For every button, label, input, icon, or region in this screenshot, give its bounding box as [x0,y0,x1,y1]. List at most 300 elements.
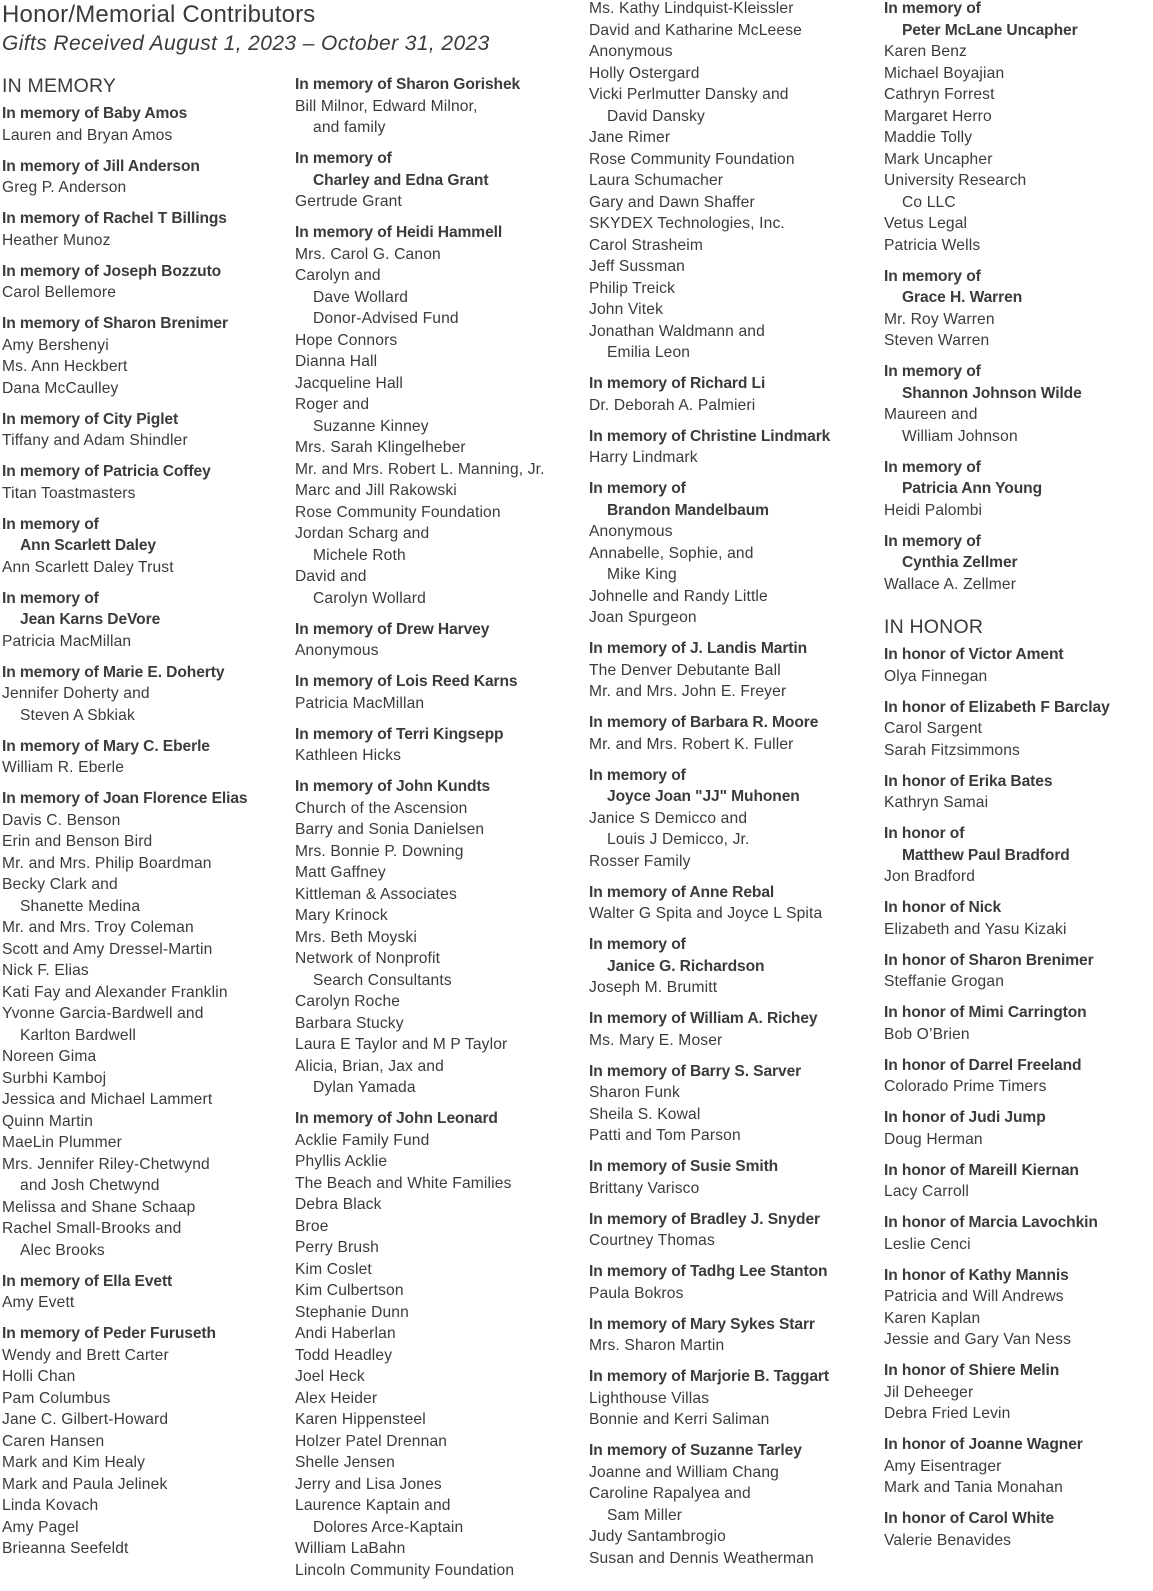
donor-name: Bill Milnor, Edward Milnor, [295,97,478,115]
donor-name: Jerry and Lisa Jones [295,1475,442,1493]
donor-name: Nick F. Elias [2,962,89,979]
memorial-group [589,712,874,755]
memorial-group [2,208,287,251]
honor-group [884,1055,1153,1098]
honor-heading: In honor of Nick [884,899,1002,916]
memorial-heading: In memory of [295,150,392,167]
donor-name: Mr. and Mrs. Robert K. Fuller [589,735,794,753]
memorial-group [589,1156,874,1199]
donor-name: Gertrude Grant [295,193,402,210]
donor-name: Titan Toastmasters [2,484,136,502]
memorial-heading: Patricia Ann Young [902,480,1043,497]
donor-name: Mrs. Carol G. Canon [295,245,441,263]
donor-name: Jane Rimer [589,129,671,146]
memorial-groups [2,103,287,1560]
donor-name: Debra Fried Levin [884,1405,1011,1422]
donor-name: Debra Black [295,1196,382,1213]
donor-name: Ms. Mary E. Moser [589,1031,723,1049]
donor-name: Anonymous [589,43,673,60]
memorial-heading: In memory of Mary Sykes Starr [589,1315,815,1333]
memorial-group [2,788,287,1261]
memorial-heading: In memory of City Piglet [2,410,179,428]
memorial-heading: Ann Scarlett Daley [20,537,156,554]
donor-name: Carolyn Wollard [313,589,426,607]
donor-name: Mr. and Mrs. Robert L. Manning, Jr. [295,460,545,478]
honor-heading: In honor of Mimi Carrington [884,1004,1087,1021]
memorial-heading: In memory of Marjorie B. Taggart [589,1368,829,1385]
honor-group [884,697,1153,762]
donor-name: Jon Bradford [884,868,976,885]
donor-name: Michael Boyajian [884,64,1005,82]
memorial-heading: In memory of Sharon Brenimer [2,315,228,332]
donor-name: Dana McCaulley [2,379,119,397]
donor-name: Olya Finnegan [884,667,988,685]
donor-name: Amy Evett [2,1294,75,1311]
donor-name: Dr. Deborah A. Palmieri [589,396,756,414]
donor-name: and family [313,119,386,136]
donor-name: Susan and Dennis Weatherman [589,1549,814,1567]
donor-name: Laurence Kaptain and [295,1497,451,1514]
donor-name: Johnelle and Randy Little [589,587,768,605]
honor-heading: In honor of Darrel Freeland [884,1056,1082,1074]
donor-name: Search Consultants [313,971,452,989]
honor-heading: In honor of Elizabeth F Barclay [884,698,1110,716]
donor-name: Network of Nonprofit [295,950,441,967]
donor-name: Joseph M. Brumitt [589,979,718,996]
column-1 [2,74,287,1569]
donor-name: William R. Eberle [2,759,125,776]
memorial-group [295,222,580,609]
donor-name: Harry Lindmark [589,449,698,466]
donor-name: Linda Kovach [2,1497,99,1514]
honor-group [884,1107,1153,1150]
donor-name: Heather Munoz [2,231,111,249]
donor-name: Michele Roth [313,546,406,564]
donor-name: Mr. and Mrs. Philip Boardman [2,854,212,872]
donor-name: Maddie Tolly [884,129,973,146]
memorial-group [589,882,874,925]
memorial-group [884,0,1153,256]
donor-name: Mrs. Sharon Martin [589,1337,725,1354]
donor-name: William LaBahn [295,1540,406,1557]
donor-name: Surbhi Kamboj [2,1069,107,1087]
donor-name: The Denver Debutante Ball [589,661,781,679]
donor-name: Steven Warren [884,332,990,349]
donor-name: Doug Herman [884,1130,983,1148]
donor-name: Karen Kaplan [884,1309,981,1327]
honor-heading: In honor of Joanne Wagner [884,1436,1083,1453]
donor-name: Hope Connors [295,331,398,349]
donor-name: Dolores Arce-Kaptain [313,1518,464,1536]
memorial-heading: In memory of Jill Anderson [2,157,200,175]
donor-name: Karen Benz [884,43,967,60]
donor-name: Patricia MacMillan [2,632,132,650]
memorial-group [589,373,874,416]
memorial-heading: Joyce Joan "JJ" Muhonen [607,788,800,805]
donor-name: Lauren and Bryan Amos [2,126,173,144]
donor-name: Joanne and William Chang [589,1463,779,1481]
donor-name: Scott and Amy Dressel-Martin [2,940,213,958]
memorial-group [589,1061,874,1147]
donor-name: Margaret Herro [884,107,992,125]
donor-name: Caren Hansen [2,1432,105,1450]
memorial-heading: In memory of Drew Harvey [295,620,490,638]
honor-group [884,1265,1153,1351]
donor-name: Jil Deheeger [884,1383,974,1401]
donor-name: Louis J Demicco, Jr. [607,831,750,848]
donor-name: Roger and [295,396,370,413]
donor-name: Sarah Fitzsimmons [884,741,1020,759]
page-title: Honor/Memorial Contributors [2,1,316,28]
donor-name: Kittleman & Associates [295,885,457,903]
donor-name: Mrs. Jennifer Riley-Chetwynd [2,1155,210,1173]
honor-heading: In honor of Victor Ament [884,646,1064,663]
donor-name: Philip Treick [589,279,676,297]
donor-name: Greg P. Anderson [2,179,127,196]
donor-name: Alicia, Brian, Jax and [295,1057,444,1075]
donor-name: Annabelle, Sophie, and [589,544,754,562]
donor-name: Sharon Funk [589,1084,680,1101]
donor-name: Davis C. Benson [2,811,121,829]
donor-name: Jonathan Waldmann and [589,322,765,340]
donor-name: Steffanie Grogan [884,973,1005,990]
memorial-group [589,1440,874,1569]
honor-heading: In honor of Judi Jump [884,1109,1046,1126]
donor-name: Acklie Family Fund [295,1131,430,1149]
donor-name: Amy Eisentrager [884,1457,1002,1475]
memorial-heading: In memory of J. Landis Martin [589,640,808,657]
donor-name: Holzer Patel Drennan [295,1432,448,1450]
donor-name: Lighthouse Villas [589,1389,710,1407]
memorial-heading: Charley and Edna Grant [313,171,489,189]
memorial-group [884,361,1153,447]
donor-name: SKYDEX Technologies, Inc. [589,215,785,232]
donor-name: Ms. Ann Heckbert [2,358,128,375]
donor-name: Barry and Sonia Danielsen [295,821,485,838]
donor-name: Patti and Tom Parson [589,1127,741,1144]
donor-name: Barbara Stucky [295,1014,404,1032]
memorial-group [295,148,580,213]
donor-name: Perry Brush [295,1239,379,1256]
donor-name: Amy Pagel [2,1518,79,1536]
donor-name: Colorado Prime Timers [884,1078,1047,1095]
memorial-group [884,266,1153,352]
donor-name: and Josh Chetwynd [20,1177,160,1194]
donor-name: Janice S Demicco and [589,809,748,827]
memorial-heading: Janice G. Richardson [607,957,765,975]
memorial-group [589,0,874,364]
donor-name: Suzanne Kinney [313,417,429,435]
column-3 [589,0,874,1579]
memorial-heading: In memory of Anne Rebal [589,883,775,901]
memorial-heading: In memory of John Leonard [295,1110,498,1127]
honor-group [884,823,1153,888]
honor-heading: In honor of Marcia Lavochkin [884,1214,1098,1231]
donor-name: Jacqueline Hall [295,374,404,392]
donor-name: Matt Gaffney [295,864,386,881]
memorial-heading: In memory of [884,363,981,380]
honor-group [884,644,1153,687]
donor-name: Church of the Ascension [295,799,468,817]
donor-name: Marc and Jill Rakowski [295,482,457,499]
donor-name: John Vitek [589,301,664,318]
memorial-group [295,724,580,767]
donor-name: William Johnson [902,427,1018,445]
memorial-heading: In memory of Susie Smith [589,1158,779,1175]
donor-name: Mrs. Bonnie P. Downing [295,842,464,860]
donor-name: Vetus Legal [884,215,968,232]
donor-name: Gary and Dawn Shaffer [589,193,755,211]
donor-name: Patricia and Will Andrews [884,1288,1064,1305]
donor-name: Emilia Leon [607,344,691,361]
memorial-group [2,461,287,504]
memorial-group [2,1271,287,1314]
section-header-in-memory: IN MEMORY [2,75,117,97]
memorial-group [589,765,874,873]
memorial-group [2,103,287,146]
memorial-groups [295,74,580,1581]
donor-name: Carol Sargent [884,720,983,737]
memorial-heading: In memory of Joseph Bozzuto [2,262,222,280]
memorial-heading: Grace H. Warren [902,289,1023,306]
memorial-group [589,1261,874,1304]
memorial-heading: In memory of [884,0,981,17]
memorial-group [2,261,287,304]
donor-name: Laura E Taylor and M P Taylor [295,1036,508,1053]
memorial-heading: In memory of Rachel T Billings [2,210,227,227]
donor-name: Brieanna Seefeldt [2,1540,129,1557]
donor-name: Heidi Palombi [884,501,983,519]
donor-name: Tiffany and Adam Shindler [2,432,188,449]
donor-name: Jordan Scharg and [295,525,430,542]
donor-name: Rachel Small-Brooks and [2,1220,182,1237]
page-subtitle: Gifts Received August 1, 2023 – October 31, 2023 [2,32,490,55]
memorial-group [589,934,874,999]
memorial-group [2,1323,287,1560]
donor-name: University Research [884,172,1027,189]
honor-group [884,1212,1153,1255]
honor-heading: In honor of Erika Bates [884,772,1053,790]
donor-name: Paula Bokros [589,1284,684,1302]
donor-name: Rosser Family [589,852,691,870]
memorial-group [2,662,287,727]
donor-name: Melissa and Shane Schaap [2,1198,196,1216]
donor-name: Wendy and Brett Carter [2,1346,169,1364]
donor-name: Noreen Gima [2,1048,97,1065]
memorial-group [295,74,580,139]
honor-group [884,1160,1153,1203]
memorial-heading: Cynthia Zellmer [902,554,1018,571]
memorial-heading: In memory of Patricia Coffey [2,463,211,480]
memorial-group [589,1314,874,1357]
honor-group [884,1508,1153,1551]
memorial-heading: In memory of Barbara R. Moore [589,714,819,731]
memorial-group [589,1209,874,1252]
donor-name: Mrs. Beth Moyski [295,928,417,946]
honor-group [884,771,1153,814]
memorial-heading: In memory of [589,936,686,953]
column-4 [884,0,1153,1561]
memorial-heading: In memory of Baby Amos [2,105,188,122]
donor-name: Lincoln Community Foundation [295,1561,515,1579]
donor-name: Mark and Tania Monahan [884,1479,1063,1496]
donor-name: David and Katharine McLeese [589,21,802,39]
memorial-group [295,671,580,714]
honor-group [884,1002,1153,1045]
memorial-heading: In memory of [2,515,99,533]
donor-name: Patricia MacMillan [295,694,425,712]
memorial-group [2,313,287,399]
memorial-group [2,514,287,579]
memorial-heading: In memory of Tadhg Lee Stanton [589,1263,828,1280]
honor-heading: In honor of [884,825,965,842]
honor-heading: In honor of Carol White [884,1510,1055,1527]
honor-group [884,950,1153,993]
column-2 [295,74,580,1591]
donor-name: Holli Chan [2,1368,76,1385]
donor-name: Mark Uncapher [884,150,993,168]
memorial-heading: In memory of Sharon Gorishek [295,76,521,93]
donor-name: Becky Clark and [2,876,118,893]
donor-name: Mary Krinock [295,907,388,924]
donor-name: Dylan Yamada [313,1079,416,1096]
honor-heading: Matthew Paul Bradford [902,846,1070,864]
donor-name: Leslie Cenci [884,1235,971,1253]
memorial-group [589,1366,874,1431]
memorial-group [589,478,874,629]
donor-name: Jeff Sussman [589,258,685,275]
donor-name: Maureen and [884,406,978,423]
donor-name: Mrs. Sarah Klingelheber [295,439,466,456]
donor-name: Brittany Varisco [589,1179,700,1197]
donor-name: Jessie and Gary Van Ness [884,1331,1072,1348]
honor-group [884,1360,1153,1425]
donor-name: Dave Wollard [313,288,409,306]
memorial-heading: In memory of Mary C. Eberle [2,737,210,755]
donor-name: Karlton Bardwell [20,1026,136,1044]
honor-groups [884,644,1153,1551]
donor-name: Courtney Thomas [589,1232,715,1249]
memorial-heading: In memory of Marie E. Doherty [2,663,225,681]
donor-name: Mark and Kim Healy [2,1454,146,1471]
donor-name: Karen Hippensteel [295,1411,426,1428]
donor-name: Steven A Sbkiak [20,706,135,724]
memorial-group [295,619,580,662]
memorial-heading: In memory of [589,480,686,497]
honor-group [884,1434,1153,1499]
donor-name: Kathryn Samai [884,794,989,811]
donor-name: Broe [295,1217,329,1235]
donor-name: Mark and Paula Jelinek [2,1475,168,1493]
donor-name: Laura Schumacher [589,172,724,189]
memorial-group [589,426,874,469]
donor-name: Kathleen Hicks [295,747,402,764]
donor-name: Wallace A. Zellmer [884,575,1017,593]
donor-name: Shelle Jensen [295,1454,395,1471]
donor-name: The Beach and White Families [295,1174,512,1192]
donor-name: Rose Community Foundation [295,503,501,521]
donor-name: Caroline Rapalyea and [589,1485,751,1502]
memorial-heading: In memory of John Kundts [295,778,491,795]
memorial-heading: Shannon Johnson Wilde [902,384,1082,402]
donor-name: Mr. Roy Warren [884,310,995,328]
donor-name: Ann Scarlett Daley Trust [2,558,174,576]
donor-name: Joel Heck [295,1368,365,1385]
memorial-group [295,776,580,1099]
donor-name: Mike King [607,566,677,583]
donor-name: Todd Headley [295,1346,393,1364]
donor-name: Patricia Wells [884,236,981,254]
memorial-heading: In memory of [589,766,686,784]
donor-name: MaeLin Plummer [2,1134,122,1151]
honor-heading: In honor of Mareill Kiernan [884,1161,1079,1179]
donor-name: Anonymous [589,523,673,540]
memorial-group [295,1108,580,1581]
donor-name: Kim Coslet [295,1260,372,1278]
donor-name: Carolyn and [295,267,381,284]
donor-name: Co LLC [902,193,956,211]
memorial-group [2,409,287,452]
memorial-heading: In memory of Peder Furuseth [2,1325,216,1342]
donor-name: Jennifer Doherty and [2,685,150,702]
donor-name: Amy Bershenyi [2,336,109,354]
donor-name: Judy Santambrogio [589,1528,726,1545]
donor-name: Pam Columbus [2,1389,111,1407]
memorial-group [2,588,287,653]
donor-name: Mr. and Mrs. Troy Coleman [2,919,194,936]
donor-name: Andi Haberlan [295,1325,396,1342]
memorial-heading: In memory of Ella Evett [2,1272,173,1290]
donor-name: Stephanie Dunn [295,1303,409,1321]
donor-name: Cathryn Forrest [884,86,995,103]
donor-name: Quinn Martin [2,1112,94,1130]
memorial-heading: Jean Karns DeVore [20,611,161,628]
memorial-group [589,638,874,703]
honor-heading: In honor of Kathy Mannis [884,1266,1069,1284]
donor-name: David and [295,568,367,585]
donor-name: Anonymous [295,642,379,659]
memorial-heading: In memory of Heidi Hammell [295,224,503,241]
donor-name: Jessica and Michael Lammert [2,1091,213,1108]
donor-name: Kim Culbertson [295,1282,404,1299]
memorial-heading: In memory of William A. Richey [589,1010,818,1027]
honor-group [884,897,1153,940]
memorial-heading: In memory of [2,589,99,607]
memorial-heading: In memory of Bradley J. Snyder [589,1210,820,1228]
donor-name: Donor-Advised Fund [313,310,459,327]
donor-name: Carolyn Roche [295,993,401,1010]
donor-name: Shanette Medina [20,897,141,915]
donor-name: Phyllis Acklie [295,1153,388,1170]
memorial-heading: In memory of Suzanne Tarley [589,1442,802,1459]
donor-name: Kati Fay and Alexander Franklin [2,983,228,1001]
memorial-group [589,1008,874,1051]
memorial-heading: In memory of Richard Li [589,375,766,392]
donor-name: Rose Community Foundation [589,150,795,168]
donor-name: Sheila S. Kowal [589,1105,701,1123]
donor-name: Erin and Benson Bird [2,833,153,850]
memorial-groups [884,0,1153,595]
donor-name: Vicki Perlmutter Dansky and [589,86,789,103]
donor-name: Ms. Kathy Lindquist-Kleissler [589,0,794,17]
memorial-heading: Peter McLane Uncapher [902,21,1078,39]
donor-name: Yvonne Garcia-Bardwell and [2,1005,204,1022]
honor-heading: In honor of Shiere Melin [884,1362,1060,1379]
memorial-heading: In memory of [884,458,981,476]
donor-name: Elizabeth and Yasu Kizaki [884,920,1067,938]
section-header-in-honor: IN HONOR [884,616,984,638]
memorial-heading: In memory of [884,532,981,550]
